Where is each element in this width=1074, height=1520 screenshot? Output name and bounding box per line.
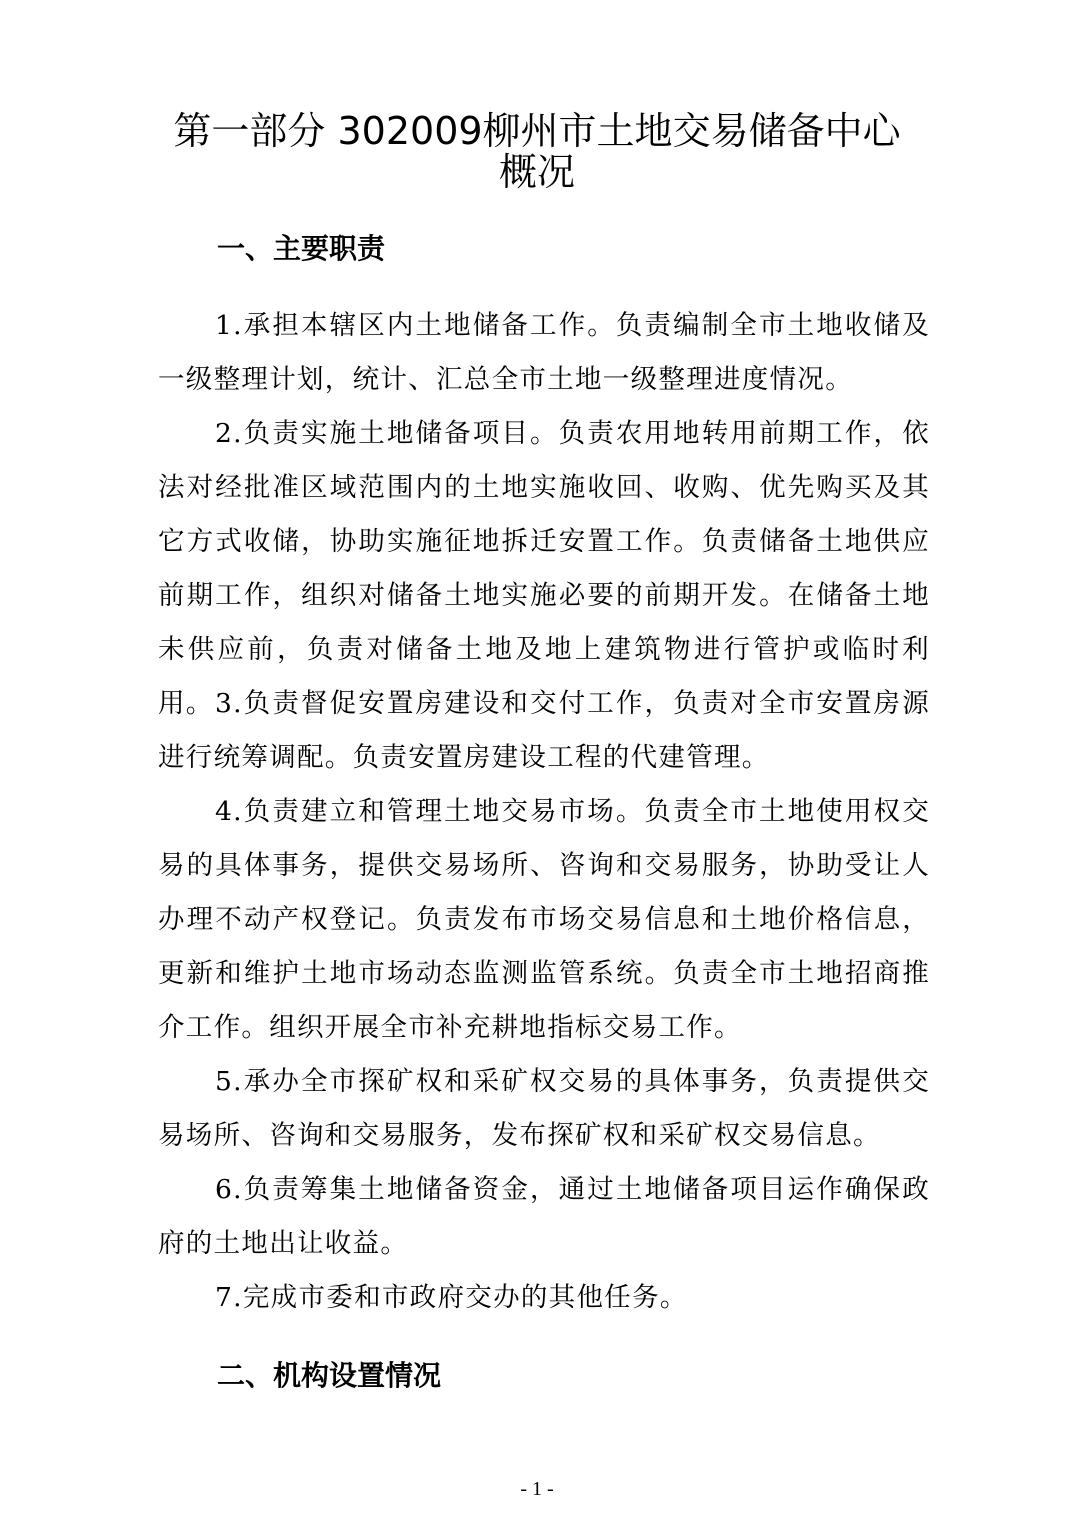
page-title: 第一部分 302009柳州市土地交易储备中心 [173,109,901,153]
page-title-continued: 概况 [498,150,575,194]
page-number: - 1 - [520,1478,554,1500]
duty-paragraph-4: 4.负责建立和管理土地交易市场。负责全市土地使用权交易的具体事务，提供交易场所、咨询和交易服务，协助受让人办理不动产权登记。负责发布市场交易信息和土地价格信息，更新和维护土地市场动态监测监管系统。负责全市土地招商推介工作。组织开展全市补充耕地指标交易工作。 [158,796,930,1043]
duty-paragraph-7: 7.完成市委和市政府交办的其他任务。 [215,1282,688,1313]
duty-paragraph-5: 5.承办全市探矿权和采矿权交易的具体事务，负责提供交易场所、咨询和交易服务，发布探矿权和采矿权交易信息。 [158,1066,930,1151]
duty-paragraph-3: 3.负责督促安置房建设和交付工作，负责对全市安置房源进行统筹调配。负责安置房建设工程的代建管理。 [158,688,930,773]
duty-paragraph-2: 2.负责实施土地储备项目。负责农用地转用前期工作，依法对经批准区域范围内的土地实施收回、收购、优先购买及其它方式收储，协助实施征地拆迁安置工作。负责储备土地供应前期工作，组织对储备土地实施必要的前期开发。在储备土地未供应前，负责对储备土地及地上建筑物进行管护或临时利用。 [158,418,930,719]
duty-paragraph-6: 6.负责筹集土地储备资金，通过土地储备项目运作确保政府的土地出让收益。 [158,1174,930,1259]
section-heading-main-duties: 一、主要职责 [217,232,386,265]
duty-paragraph-1: 1.承担本辖区内土地储备工作。负责编制全市土地收储及一级整理计划，统计、汇总全市土地一级整理进度情况。 [158,310,930,395]
section-heading-organization: 二、机构设置情况 [217,1359,442,1392]
